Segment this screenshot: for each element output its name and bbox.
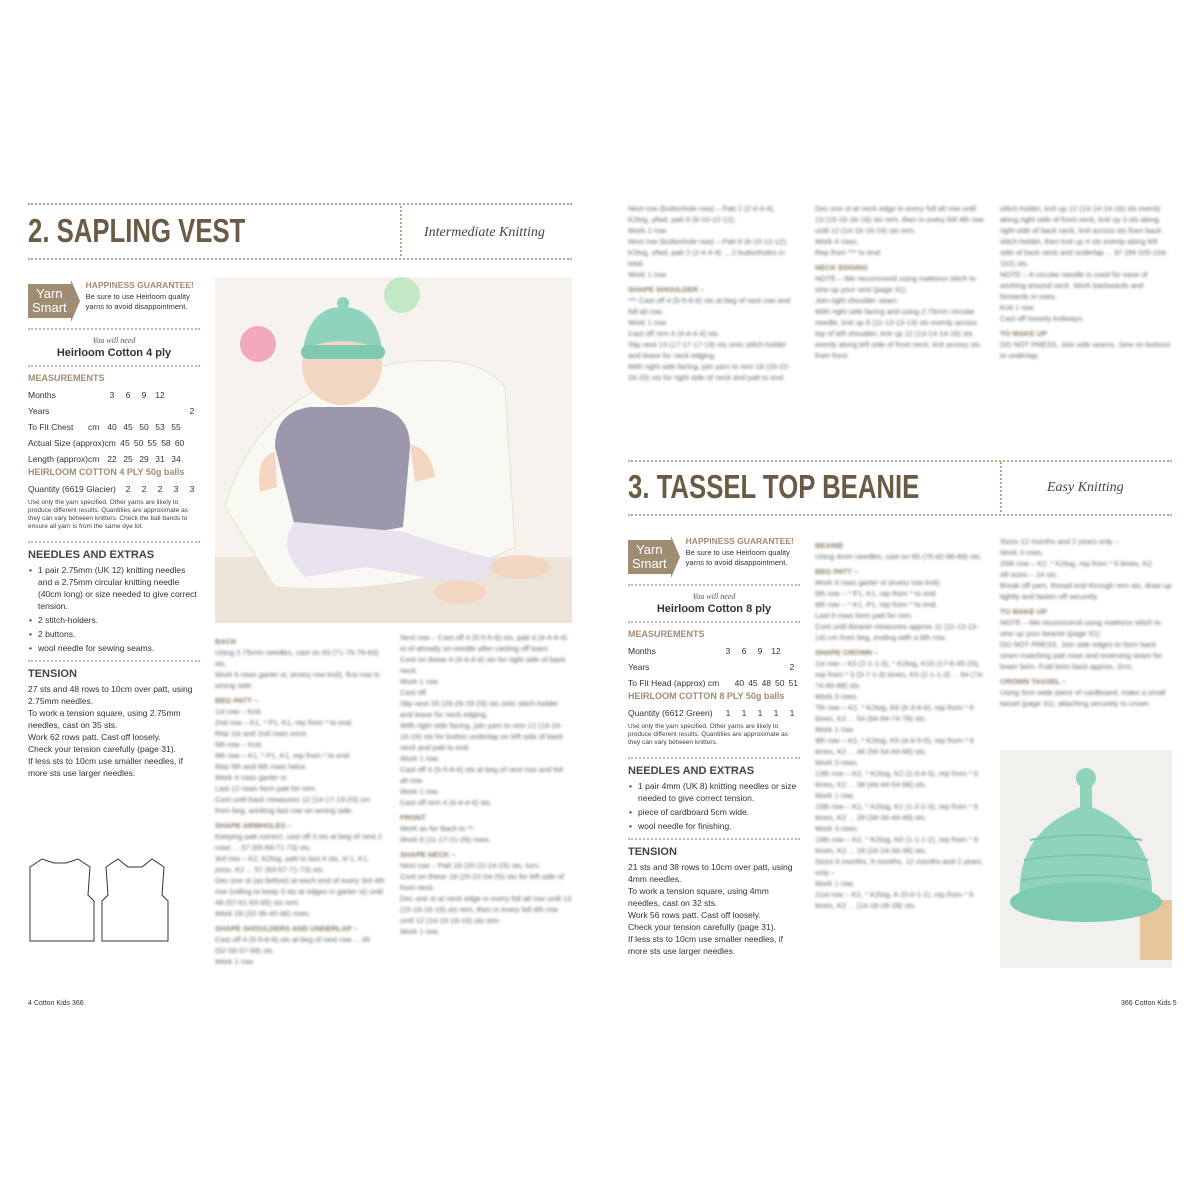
pattern-line: NOTE – We recommend using mattress stitch to sew up your vest (page 31). <box>815 274 976 294</box>
pattern-line: Using 4mm needles, cast on 65 (76-82-86-89) sts. <box>815 552 982 561</box>
needle-item: • piece of cardboard 5cm wide. <box>628 806 800 818</box>
pattern-line: DO NOT PRESS. Join side seams. Sew on buttons to underlap. <box>1000 340 1171 360</box>
quantity-row: Quantity (6612 Green) 1 1 1 1 1 <box>628 708 795 718</box>
pattern-line: Using 2.75mm needles, cast on 63 (71-75-79-83) sts. <box>215 648 379 668</box>
pattern-line: Knit 1 row. <box>1000 303 1036 312</box>
pattern-line: Dec one st at neck edge in every foll alt row until 13 (15-16-16-16) sts rem, then in every foll 4th row until 12 (14-16-16-16) sts rem. <box>815 204 984 235</box>
pattern-line: Work 1 row. <box>400 787 440 796</box>
pattern-heading: SHAPE SHOULDERS AND UNDERLAP – <box>215 924 358 933</box>
pattern-line: 21st row – K2, * K2tog, K (0-0-1-1), rep from * 6 times, K2 ... (14-18-28-28) sts. <box>815 890 974 910</box>
pattern-line: Cont until back measures 12 (14-17-19-20) cm from beg, working last row on wrong side. <box>215 795 371 815</box>
pattern-heading: SHAPE NECK – <box>400 850 456 859</box>
info-column-left <box>28 280 200 779</box>
pattern-line: Work 1 row. <box>628 318 668 327</box>
pattern-heading: SHAPE ARMHOLES – <box>215 821 292 830</box>
balls-heading: HEIRLOOM COTTON 8 PLY 50g balls <box>628 691 785 701</box>
pattern-line: Next row (buttonhole row) – Patt 2 (2-4-4-4), K2tog, yfwd, patt 6 (6-10-12-12). <box>628 204 776 224</box>
tension-line: To work a tension square, using 4mm needles, cast on 32 sts. <box>628 886 769 908</box>
needle-item: • 2 stitch-holders. <box>28 614 200 626</box>
pattern-heading: FRONT <box>400 813 426 822</box>
pattern-line: With right side facing, join yarn to rem 18 (20-22-24-25) sts for right side of neck and patt to end. <box>628 362 791 382</box>
pattern-heading: NECK EDGING <box>815 263 868 272</box>
measurement-row: To Fit Head (approx) cm 40 45 48 50 51 <box>628 678 798 688</box>
pattern-line: Dec one st at neck edge in every foll alt row until 13 (15-16-16-16) sts rem, then in every foll 4th row until 12 (14-16-16-16) sts rem. <box>400 894 572 925</box>
pattern-line: Work 8 (11-17-21-26) rows. <box>400 835 492 844</box>
pattern-line: 6th row – * K1, P1, rep from * to end. <box>815 600 938 609</box>
pattern-line: 2nd row – K1, * P1, K1, rep from * to end. <box>215 718 353 727</box>
happiness-guarantee: HAPPINESS GUARANTEE! Be sure to use Heirloom quality yarns to avoid disappointment. <box>685 536 794 567</box>
pattern-line: Work 3 rows. <box>815 692 859 701</box>
pattern-line: Last 6 rows form patt for rem. <box>815 611 913 620</box>
pattern-text-top1-right <box>628 203 798 403</box>
pattern-line: Sizes 6 months, 9 months, 12 months and 2 years only – <box>815 857 982 877</box>
measurements-heading: MEASUREMENTS <box>628 629 705 639</box>
pattern-line: 3rd row – K2, K2tog, patt to last 4 sts, sl 1, K1, psso, K2 ... 57 (63-67-71-73) sts. <box>215 854 370 874</box>
pattern-line: Cast off rem 4 (4-4-4-4) sts. <box>628 329 720 338</box>
pattern-heading: CROWN TASSEL – <box>1000 677 1067 686</box>
pattern-heading: BACK <box>215 637 237 646</box>
tension-line: Work 56 rows patt. Cast off loosely. <box>628 910 761 920</box>
needle-item: • 1 pair 2.75mm (UK 12) knitting needles and a 2.75mm circular knitting needle (40cm long) or size needed to give correct tension. <box>28 564 200 612</box>
pattern-line: Last 12 rows form patt for rem. <box>215 784 318 793</box>
balls-heading: HEIRLOOM COTTON 4 PLY 50g balls <box>28 467 185 477</box>
pattern-line: Cast off. <box>400 688 428 697</box>
pattern-line: Cast off rem 4 (4-4-4-4) sts. <box>400 798 492 807</box>
pattern-line: *** Cast off 4 (5-5-6-6) sts at beg of next row and foll alt row. <box>628 296 791 316</box>
pattern-line: Work 3 rows. <box>1000 548 1044 557</box>
tension-line: 21 sts and 38 rows to 10cm over patt, using 4mm needles. <box>628 862 793 884</box>
pattern-line: Cast off 4 (5-5-6-6) sts at beg of next row and foll alt row. <box>400 765 563 785</box>
pattern-line: Work 4 rows. <box>815 237 859 246</box>
measurement-row: Months 3 6 9 12 <box>28 390 165 400</box>
pattern-line: Work as for Back to **. <box>400 824 476 833</box>
pattern-text-col3-left <box>400 632 572 992</box>
pattern-line: Rep 5th and 6th rows twice. <box>215 762 308 771</box>
needles-list <box>628 780 800 832</box>
title-divider-left <box>400 206 402 256</box>
pattern-line: 13th row – K2, * K2tog, K2 (2-3-4-5), rep from * 6 times, K2 ... 38 (44-44-54-58) sts. <box>815 769 978 789</box>
pattern-heading: TO MAKE UP <box>1000 329 1047 338</box>
pattern-line: 1st row – Knit. <box>215 707 263 716</box>
baby-vest-photo <box>215 277 572 623</box>
pattern-line: Join right shoulder seam. <box>815 296 899 305</box>
pattern-line: Work 4 rows garter st (every row knit). <box>815 578 942 587</box>
pattern-heading: BEG PATT – <box>215 696 259 705</box>
pattern-text-col2-right <box>815 536 987 976</box>
measurement-row: Length (approx) cm 22 25 29 31 34 <box>28 454 181 464</box>
measurement-row: Months 3 6 9 12 <box>628 646 781 656</box>
needles-heading: NEEDLES AND EXTRAS <box>628 765 755 777</box>
pattern-line: With right side facing and using 2.75mm circular needle, knit up 8 (11-13-13-13) sts evenly across top of left shoulder, knit up 12 (13-14-14-16) sts evenly along left side of front neck, knit across sts from front. <box>815 307 981 360</box>
measurement-row: Actual Size (approx) cm 45 50 55 58 60 <box>28 438 185 448</box>
tension-line: 27 sts and 48 rows to 10cm over patt, using 2.75mm needles. <box>28 684 193 706</box>
pattern-line: Cast off loosely knitways. <box>1000 314 1085 323</box>
tension-line: If less sts to 10cm use smaller needles, if more sts use larger needles. <box>28 756 183 778</box>
skill-level-right: Easy Knitting <box>1047 480 1124 495</box>
pattern-line: 6th row – K1, * P1, K1, rep from * to end. <box>215 751 351 760</box>
happiness-guarantee: HAPPINESS GUARANTEE! Be sure to use Heirloom quality yarns to avoid disappointment. <box>85 280 194 311</box>
pattern-line: 1st row – K5 (2-1-1-3), * K2tog, K15 (17-8-45-20), rep from * 3 (3-7-1-3) times, K5 (2-1-1-3) ... 64 (74-74-84-88) sts. <box>815 659 985 690</box>
pattern-heading: BEANIE <box>815 541 844 550</box>
title-divider-right <box>1000 462 1002 512</box>
pattern-line: Break off yarn, thread end through rem sts, draw up tightly and fasten off securely. <box>1000 581 1172 601</box>
measurements-table <box>28 387 200 467</box>
beanie-photo <box>1000 750 1172 968</box>
pattern-line: Slip next 25 (29-29-29-29) sts onto stitch-holder and leave for neck edging. <box>400 699 559 719</box>
pattern-line: stitch-holder, knit up 12 (13-14-14-16) sts evenly along right side of front neck, knit up 3 sts along right side of back neck, knit across sts from back stitch-holder, then knit up 4 sts evenly along left side of back neck and underlap ... 97 (99-105-104-102) sts. <box>1000 204 1169 268</box>
you-will-need: You will need Heirloom Cotton 8 ply <box>628 592 800 615</box>
pattern-line: 25th row – K2, * K2tog, rep from * 6 times, K2. <box>1000 559 1154 568</box>
pattern-line: 9th row – K2, * K2tog, K5 (4-6-5-5), rep from * 6 times, K2 ... 48 (54-54-64-68) sts. <box>815 736 974 756</box>
pattern-line: Next row – Cast off 4 (5-5-6-6) sts, patt 4 (4-4-4-4) st of already on needle after casting off loam. <box>400 633 568 653</box>
pattern-line: Slip next 13 (17-17-17-19) sts onto stitch-holder and leave for neck edging. <box>628 340 787 360</box>
pattern-line: Rep from *** to end. <box>815 248 882 257</box>
tension-line: To work a tension square, using 2.75mm needles, cast on 35 sts. <box>28 708 181 730</box>
needle-item: • wool needle for finishing. <box>628 820 800 832</box>
pattern-line: Work 1 row. <box>628 226 668 235</box>
vest-schematic <box>28 855 173 945</box>
pattern-line: Work 28 (32-36-40-48) rows. <box>215 909 311 918</box>
yarn-smart-badge: Yarn Smart <box>628 536 680 578</box>
pattern-text-col2-left <box>215 632 385 992</box>
yarn-note: Use only the yarn specified. Other yarns are likely to produce different results. Quantities are approximate as they can vary between knitters. Check the ball bands to ensure all yarn is from the same dye lot. <box>28 499 188 530</box>
top-rule-right <box>628 460 1172 462</box>
pattern-line: Work 4 rows garter st. <box>215 773 289 782</box>
tension-line: Work 62 rows patt. Cast off loosely. <box>28 732 161 742</box>
needles-heading: NEEDLES AND EXTRAS <box>28 549 155 561</box>
needle-item: • wool needle for sewing seams. <box>28 642 200 654</box>
measurement-row: To Fit Chest cm 40 45 50 53 55 <box>28 422 181 432</box>
pattern-line: 5th row – * P1, K1, rep from * to end. <box>815 589 938 598</box>
pattern-heading: SHAPE SHOULDER – <box>628 285 705 294</box>
pattern-line: 7th row – K2, * K2tog, K6 (6-3-6-6), rep from * 6 times, K2 ... 54 (64-64-74-78) sts. <box>815 703 974 723</box>
pattern-line: Cont until Beanie measures approx 11 (11-13-13-14) cm from beg, ending with a 6th row. <box>815 622 979 642</box>
pattern-line: NOTE – We recommend using mattress stitch to sew up your beanie (page 31). <box>1000 618 1161 638</box>
pattern-line: Cast off 4 (5-5-6-6) sts at beg of next row ... 45 (52-56-57-59) sts. <box>215 935 371 955</box>
pattern-line: Dec one st (as before) at each end of every 3rd 4th row (rolling to keep 3 sts at edges in garter st) until 49 (57-61-63-65) sts rem. <box>215 876 385 907</box>
tension-line: If less sts to 10cm use smaller needles, if more sts use larger needles. <box>628 934 783 956</box>
pattern-heading: BEG PATT – <box>815 567 859 576</box>
skill-level-left: Intermediate Knitting <box>424 225 545 240</box>
pattern-line: Next row – Patt 18 (20-22-24-25) sts, turn. <box>400 861 541 870</box>
yarn-smart-badge: Yarn Smart <box>28 280 80 322</box>
tension-heading: TENSION <box>28 668 77 680</box>
pattern-line: Work 1 row. <box>215 957 255 966</box>
yarn-name: Heirloom Cotton 4 ply <box>56 347 172 359</box>
tension-text <box>628 861 800 957</box>
pattern-line: Work 1 row. <box>815 725 855 734</box>
pattern-heading: SHAPE CROWN – <box>815 648 879 657</box>
pattern-line: With right side facing, join yarn to rem 12 (14-16-16-16) sts for button underlap on left side of back neck and patt to end. <box>400 721 564 752</box>
tension-line: Check your tension carefully (page 31). <box>28 744 176 754</box>
pattern-line: Keeping patt correct, cast off 3 sts at beg of next 2 rows ... 57 (65-69-71-73) sts. <box>215 832 383 852</box>
quantity-row: Quantity (6619 Glacier) 2 2 2 3 3 <box>28 484 195 494</box>
pattern-heading: TO MAKE UP <box>1000 607 1047 616</box>
title-rule-left <box>28 258 572 260</box>
pattern-text-top2-right <box>815 203 985 403</box>
tension-heading: TENSION <box>628 846 677 858</box>
info-column-right <box>628 536 800 957</box>
yarn-note: Use only the yarn specified. Other yarns are likely to produce different results. Quantities are approximate as they can vary between knitters. <box>628 723 788 746</box>
page-title-right: 3. TASSEL TOP BEANIE <box>628 468 920 505</box>
pattern-line: Work 1 row. <box>400 677 440 686</box>
pattern-line: Work 1 row. <box>628 270 668 279</box>
page-number-left: 4 Cotton Kids 366 <box>28 1000 84 1007</box>
pattern-line: Work 3 rows. <box>815 824 859 833</box>
pattern-line: Using 5cm wide piece of cardboard, make a small tassel (page 31), attaching securely to crown. <box>1000 688 1166 708</box>
measurement-row: Years 2 <box>28 406 195 416</box>
page-number-right: 366 Cotton Kids 5 <box>1121 1000 1177 1007</box>
pattern-line: Work 1 row. <box>815 879 855 888</box>
title-rule-right <box>628 514 1172 516</box>
pattern-line: All sizes – 14 sts. <box>1000 570 1058 579</box>
pattern-line: Cont on these 4 (4-4-4-4) sts for right side of back neck. <box>400 655 566 675</box>
pattern-line: Cont on these 18 (20-22-24-25) sts for left side of front neck. <box>400 872 564 892</box>
pattern-line: DO NOT PRESS. Join side edges to form back seam matching patt rows and reversing seam for lower brim. Fold brim back approx. 2cm. <box>1000 640 1163 671</box>
pattern-line: 19th row – K2, * K2tog, K0 (1-1-1-2), rep from * 6 times, K2 ... 18 (24-24-34-38) sts. <box>815 835 978 855</box>
pattern-line: Work 1 row. <box>400 754 440 763</box>
measurements-heading: MEASUREMENTS <box>28 373 105 383</box>
pattern-line: NOTE – A circular needle is used for ease of working around neck. Work backwards and forwards in rows. <box>1000 270 1148 301</box>
pattern-line: Rep 1st and 2nd rows once. <box>215 729 309 738</box>
pattern-line: Next row (buttonhole row) – Patt 8 (8-10-12-12), K2tog, yfwd, patt 2 (2-4-4-4) ... 2 buttonholes in total. <box>628 237 788 268</box>
measurements-table <box>628 643 800 691</box>
needle-item: • 1 pair 4mm (UK 8) knitting needles or size needed to give correct tension. <box>628 780 800 804</box>
pattern-text-col3-right <box>1000 536 1172 736</box>
top-rule-left <box>28 203 572 205</box>
pattern-line: Work 1 row. <box>400 927 440 936</box>
pattern-line: Work 3 rows. <box>815 758 859 767</box>
pattern-line: Sizes 12 months and 2 years only – <box>1000 537 1119 546</box>
tension-line: Check your tension carefully (page 31). <box>628 922 776 932</box>
yarn-name: Heirloom Cotton 8 ply <box>656 603 772 615</box>
pattern-line: Work 1 row. <box>815 791 855 800</box>
you-will-need: You will need Heirloom Cotton 4 ply <box>28 336 200 359</box>
pattern-line: 15th row – K2, * K2tog, K1 (1-2-2-3), rep from * 6 times, K2 ... 28 (34-34-44-48) sts. <box>815 802 978 822</box>
pattern-text-top3-right <box>1000 203 1172 403</box>
tension-text <box>28 683 200 779</box>
pattern-line: Work 6 rows garter st, (every row knit), first row is wrong side. <box>215 670 380 690</box>
needle-item: • 2 buttons. <box>28 628 200 640</box>
page-title-left: 2. SAPLING VEST <box>28 212 246 249</box>
pattern-line: 5th row – Knit. <box>215 740 263 749</box>
measurement-row: Years 2 <box>628 662 795 672</box>
needles-list <box>28 564 200 654</box>
